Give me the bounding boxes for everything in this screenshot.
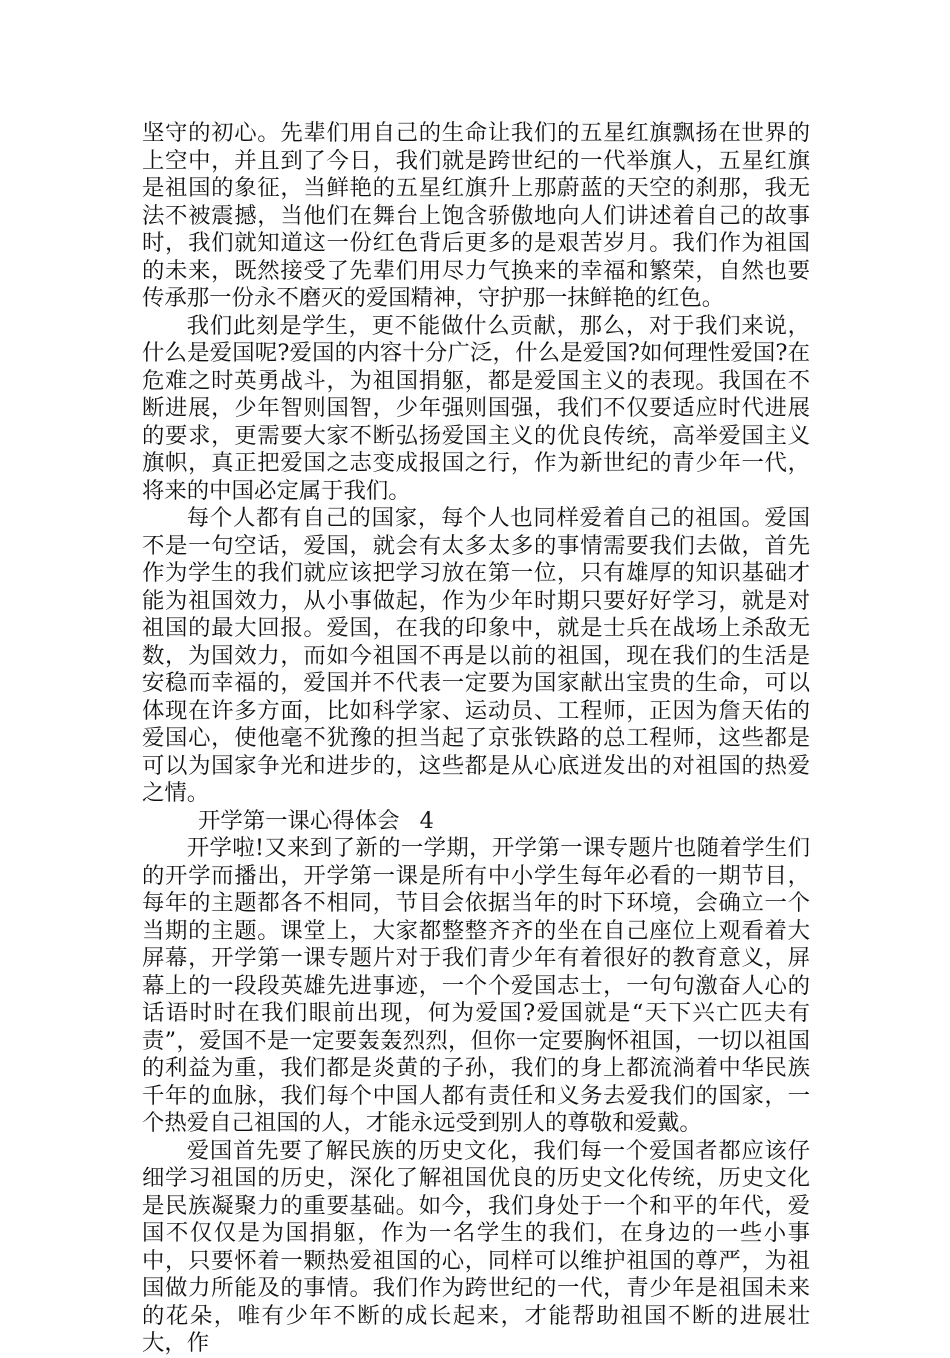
section-heading	[142, 808, 810, 836]
document-body	[142, 120, 810, 1358]
section-heading-title: 开学第一课心得体会	[198, 807, 400, 834]
paragraph-1: 坚守的初心。先辈们用自己的生命让我们的五星红旗飘扬在世界的上空中，并且到了今日，我们就是跨世纪的一代举旗人，五星红旗是祖国的象征，当鲜艳的五星红旗升上那蔚蓝的天空的刹那，我无法不被震撼，当他们在舞台上饱含骄傲地向人们讲述着自己的故事时，我们就知道这一份红色背后更多的是艰苦岁月。我们作为祖国的未来，既然接受了先辈们用尽力气换来的幸福和繁荣，自然也要传承那一份永不磨灭的爱国精神，守护那一抹鲜艳的红色。	[142, 120, 810, 311]
paragraph-2: 我们此刻是学生，更不能做什么贡献，那么，对于我们来说，什么是爱国呢?爱国的内容十分广泛，什么是爱国?如何理性爱国?在危难之时英勇战斗，为祖国捐躯，都是爱国主义的表现。我国在不断进展，少年智则国智，少年强则国强，我们不仅要适应时代进展的要求，更需要大家不断弘扬爱国主义的优良传统，高举爱国主义旗帜，真正把爱国之志变成报国之行，作为新世纪的青少年一代，将来的中国必定属于我们。	[142, 312, 810, 504]
paragraph-5: 爱国首先要了解民族的历史文化，我们每一个爱国者都应该仔细学习祖国的历史，深化了解祖国优良的历史文化传统，历史文化是民族凝聚力的重要基础。如今，我们身处于一个和平的年代，爱国不仅仅是为国捐躯，作为一名学生的我们，在身边的一些小事中，只要怀着一颗热爱祖国的心，同样可以维护祖国的尊严，为祖国做力所能及的事情。我们作为跨世纪的一代，青少年是祖国未来的花朵，唯有少年不断的成长起来，才能帮助祖国不断的进展壮大，作	[142, 1137, 810, 1356]
paragraph-3: 每个人都有自己的国家，每个人也同样爱着自己的祖国。爱国不是一句空话，爱国，就会有太多太多的事情需要我们去做，首先作为学生的我们就应该把学习放在第一位，只有雄厚的知识基础才能为祖国效力，从小事做起，作为少年时期只要好好学习，就是对祖国的最大回报。爱国，在我的印象中，就是士兵在战场上杀敌无数，为国效力，而如今祖国不再是以前的祖国，现在我们的生活是安稳而幸福的，爱国并不代表一定要为国家献出宝贵的生命，可以体现在许多方面，比如科学家、运动员、工程师，正因为詹天佑的爱国心，使他毫不犹豫的担当起了京张铁路的总工程师，这些都是可以为国家争光和进步的，这些都是从心底迸发出的对祖国的热爱之情。	[142, 505, 810, 806]
section-heading-number: 4	[419, 807, 434, 834]
paragraph-4: 开学啦!又来到了新的一学期，开学第一课专题片也随着学生们的开学而播出，开学第一课是所有中小学生每年必看的一期节目，每年的主题都各不相同，节目会依据当年的时下环境，会确立一个当期的主题。课堂上，大家都整整齐齐的坐在自己座位上观看着大屏幕，开学第一课专题片对于我们青少年有着很好的教育意义，屏幕上的一段段英雄先进事迹，一个个爱国志士，一句句激奋人心的话语时时在我们眼前出现，何为爱国?爱国就是“天下兴亡匹夫有责”，爱国不是一定要轰轰烈烈，但你一定要胸怀祖国，一切以祖国的利益为重，我们都是炎黄的子孙，我们的身上都流淌着中华民族千年的血脉，我们每个中国人都有责任和义务去爱我们的国家，一个热爱自己祖国的人，才能永远受到别人的尊敬和爱戴。	[142, 835, 810, 1136]
